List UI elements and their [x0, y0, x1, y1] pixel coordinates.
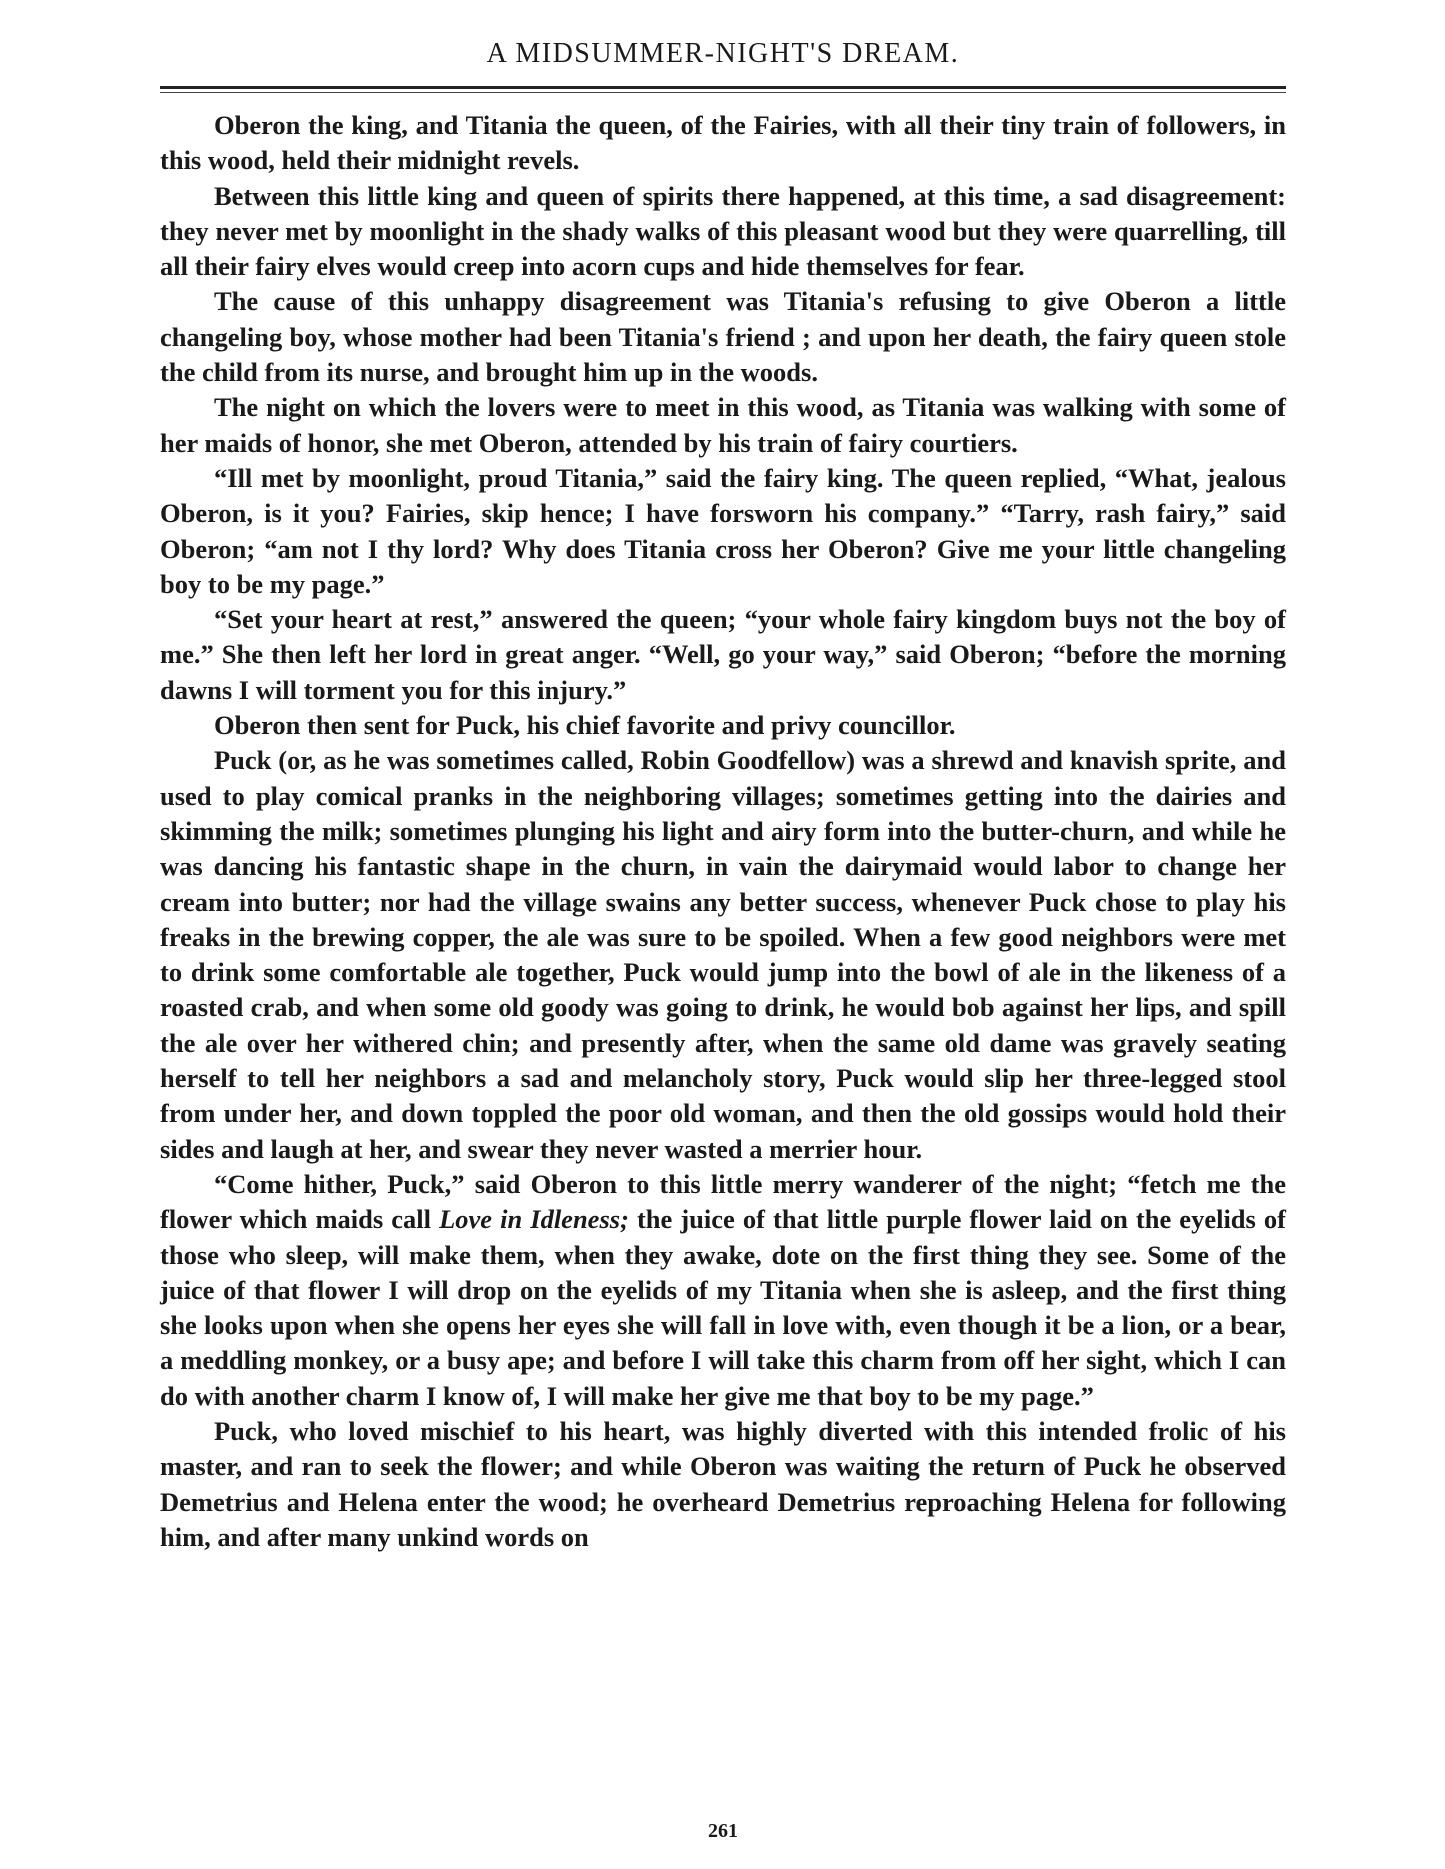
paragraph-1: Oberon the king, and Titania the queen, of the Fairies, with all their tiny train of followers, in this wood, held their midnight revels.: [160, 110, 1286, 176]
header-rule-thick: [160, 86, 1286, 89]
paragraph-6: “Set your heart at rest,” answered the queen; “your whole fairy kingdom buys not the boy of me.” She then left her lord in great anger. “Well, go your way,” said Oberon; “before the morning dawns I will torment you for this injury.”: [160, 604, 1286, 705]
paragraph-10: Puck, who loved mischief to his heart, was highly diverted with this intended frolic of his master, and ran to seek the flower; and while Oberon was waiting the return of Puck he observed Demetrius and Helena enter the wood; he overheard Demetrius reproaching Helena for following him, and after many unkind words on: [160, 1415, 1286, 1552]
paragraph-2: Between this little king and queen of spirits there happened, at this time, a sad disagreement: they never met by moonlight in the shady walks of this pleasant wood but they were quarrelling, till all their fairy elves would creep into acorn cups and hide themselves for fear.: [160, 180, 1286, 282]
paragraph-8: Puck (or, as he was sometimes called, Robin Goodfellow) was a shrewd and knavish sprite, and used to play comical pranks in the neighboring villages; sometimes getting into the dairies and skimming the milk; sometimes plunging his light and airy form into the butter-churn, and while he was dancing his fantastic shape in the churn, in vain the dairymaid would labor to change her cream into butter; nor had the village swains any better success, whenever Puck chose to play his freaks in the brewing copper, the ale was sure to be spoiled. When a few good neighbors were met to drink some comfortable ale together, Puck would jump into the bowl of ale in the likeness of a roasted crab, and when some old goody was going to drink, he would bob against her lips, and spill the ale over her withered chin; and presently after, when the same old dame was gravely seating herself to tell her neighbors a sad and melancholy story, Puck would slip her three-legged stool from under her, and down toppled the poor old woman, and then the old gossips would hold their sides and laugh at her, and swear they never wasted a merrier hour.: [160, 745, 1286, 1164]
body-text: [160, 108, 1286, 1555]
paragraph-5: “Ill met by moonlight, proud Titania,” said the fairy king. The queen replied, “What, jealous Oberon, is it you? Fairies, skip hence; I have forsworn his company.” “Tarry, rash fairy,” said Oberon; “am not I thy lord? Why does Titania cross her Oberon? Give me your little changeling boy to be my page.”: [160, 462, 1286, 599]
page-number: 261: [708, 1820, 738, 1842]
paragraph-7: Oberon then sent for Puck, his chief favorite and privy councillor.: [214, 710, 956, 741]
italic-flower-name: Love in Idleness;: [439, 1204, 629, 1235]
header-rule-thin: [160, 92, 1286, 93]
paragraph-9: [160, 1167, 1286, 1414]
paragraph-4: The night on which the lovers were to meet in this wood, as Titania was walking with some of her maids of honor, she met Oberon, attended by his train of fairy courtiers.: [160, 392, 1286, 458]
paragraph-9-start: “Come hither, Puck,” said Oberon to this little merry wanderer of the night; “fetch me the flower which maids call: [160, 1168, 1286, 1235]
paragraph-9-rest: the juice of that little purple flower laid on the eyelids of those who sleep, will make them, when they awake, dote on the first thing they see. Some of the juice of that flower I will drop on the eyelids of my Titania when she is asleep, and the first thing she looks upon when she opens her eyes she will fall in love with, even though it be a lion, or a bear, a meddling monkey, or a busy ape; and before I will take this charm from off her sight, which I can do with another charm I know of, I will make her give me that boy to be my page.”: [160, 1204, 1286, 1411]
paragraph-3: The cause of this unhappy disagreement was Titania's refusing to give Oberon a little changeling boy, whose mother had been Titania's friend ; and upon her death, the fairy queen stole the child from its nurse, and brought him up in the woods.: [160, 286, 1286, 388]
running-header: A MIDSUMMER-NIGHT'S DREAM.: [486, 38, 960, 69]
